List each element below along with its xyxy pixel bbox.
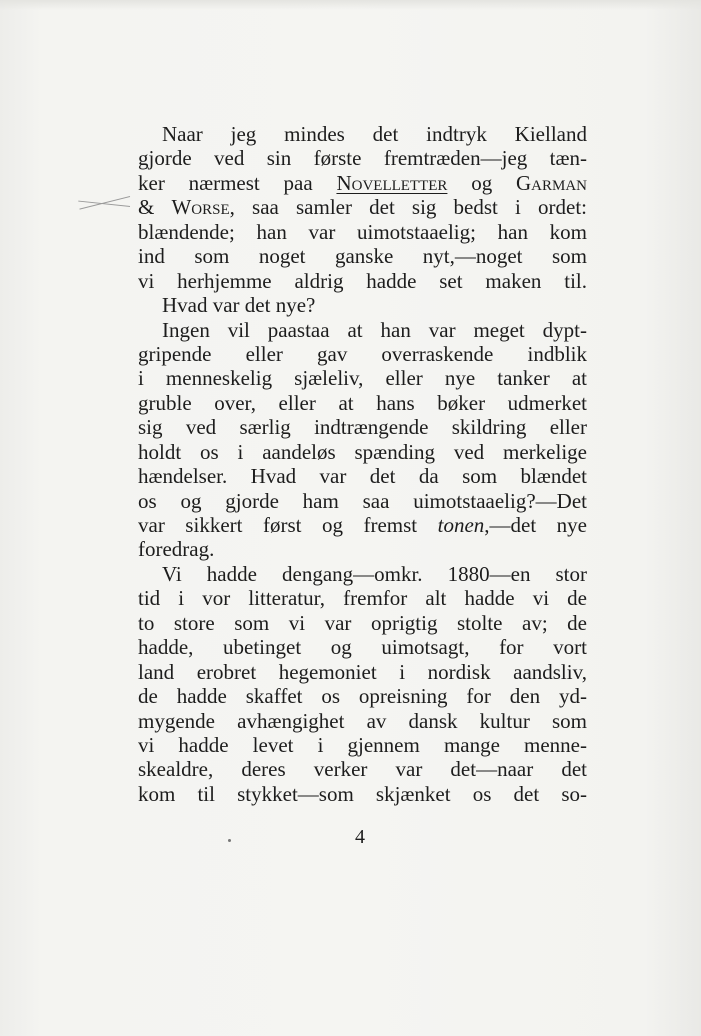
text-line: gjorde ved sin første fremtræden—jeg tæn- bbox=[138, 146, 587, 171]
book-title-novelletter: Novelletter bbox=[336, 170, 448, 195]
text-fragment: var sikkert først og fremst bbox=[138, 513, 438, 537]
body-text bbox=[138, 122, 587, 806]
text-line: skealdre, deres verker var det—naar det bbox=[138, 757, 587, 782]
text-line: mygende avhængighet av dansk kultur som bbox=[138, 708, 587, 733]
text-line: holdt os i aandeløs spænding ved merkelige bbox=[138, 439, 587, 464]
page-number: 4 bbox=[355, 826, 365, 848]
text-line: hændelser. Hvad var det da som blændet bbox=[138, 464, 587, 489]
book-title-garman: Garman bbox=[516, 170, 588, 195]
text-line bbox=[138, 195, 587, 219]
ink-speck bbox=[228, 839, 231, 842]
text-line: kom til stykket—som skjænket os det so- bbox=[138, 781, 587, 806]
text-line: gripende eller gav overraskende indblik bbox=[138, 341, 587, 366]
book-title-worse: Worse bbox=[171, 195, 230, 220]
text-line: vi hadde levet i gjennem mange menne- bbox=[138, 732, 587, 757]
text-line: sig ved særlig indtrængende skildring eller bbox=[138, 415, 587, 440]
page-top-edge bbox=[0, 0, 701, 10]
text-line: os og gjorde ham saa uimotstaaelig?—Det bbox=[138, 488, 587, 513]
text-line: vi herhjemme aldrig hadde set maken til. bbox=[138, 268, 587, 293]
text-line: tid i vor litteratur, fremfor alt hadde vi de bbox=[138, 586, 587, 611]
text-line: blændende; han var uimotstaaelig; han kom bbox=[138, 219, 587, 244]
text-line bbox=[138, 171, 587, 195]
text-line: gruble over, eller at hans bøker udmerket bbox=[138, 390, 587, 415]
text-line: de hadde skaffet os opreisning for den yd- bbox=[138, 684, 587, 709]
text-line: to store som vi var oprigtig stolte av; de bbox=[138, 610, 587, 635]
text-line: land erobret hegemoniet i nordisk aandsliv, bbox=[138, 659, 587, 684]
text-line: Ingen vil paastaa at han var meget dypt- bbox=[162, 317, 587, 342]
text-fragment: ,—det nye bbox=[484, 513, 587, 537]
text-line: i menneskelig sjæleliv, eller nye tanker at bbox=[138, 366, 587, 391]
italic-word-tonen: tonen bbox=[437, 513, 485, 537]
text-line bbox=[138, 513, 587, 537]
text-line: hadde, ubetinget og uimotsagt, for vort bbox=[138, 635, 587, 660]
text-fragment: og bbox=[447, 170, 516, 195]
text-fragment: ker nærmest paa bbox=[138, 170, 337, 195]
text-line: ind som noget ganske nyt,—noget som bbox=[138, 244, 587, 269]
text-fragment: & bbox=[138, 195, 172, 220]
text-fragment: , saa samler det sig bedst i ordet: bbox=[229, 195, 587, 220]
text-line: Hvad var det nye? bbox=[162, 293, 316, 318]
text-line: foredrag. bbox=[138, 537, 215, 562]
text-line: Naar jeg mindes det indtryk Kielland bbox=[162, 122, 587, 146]
text-line: Vi hadde dengang—omkr. 1880—en stor bbox=[162, 561, 587, 586]
